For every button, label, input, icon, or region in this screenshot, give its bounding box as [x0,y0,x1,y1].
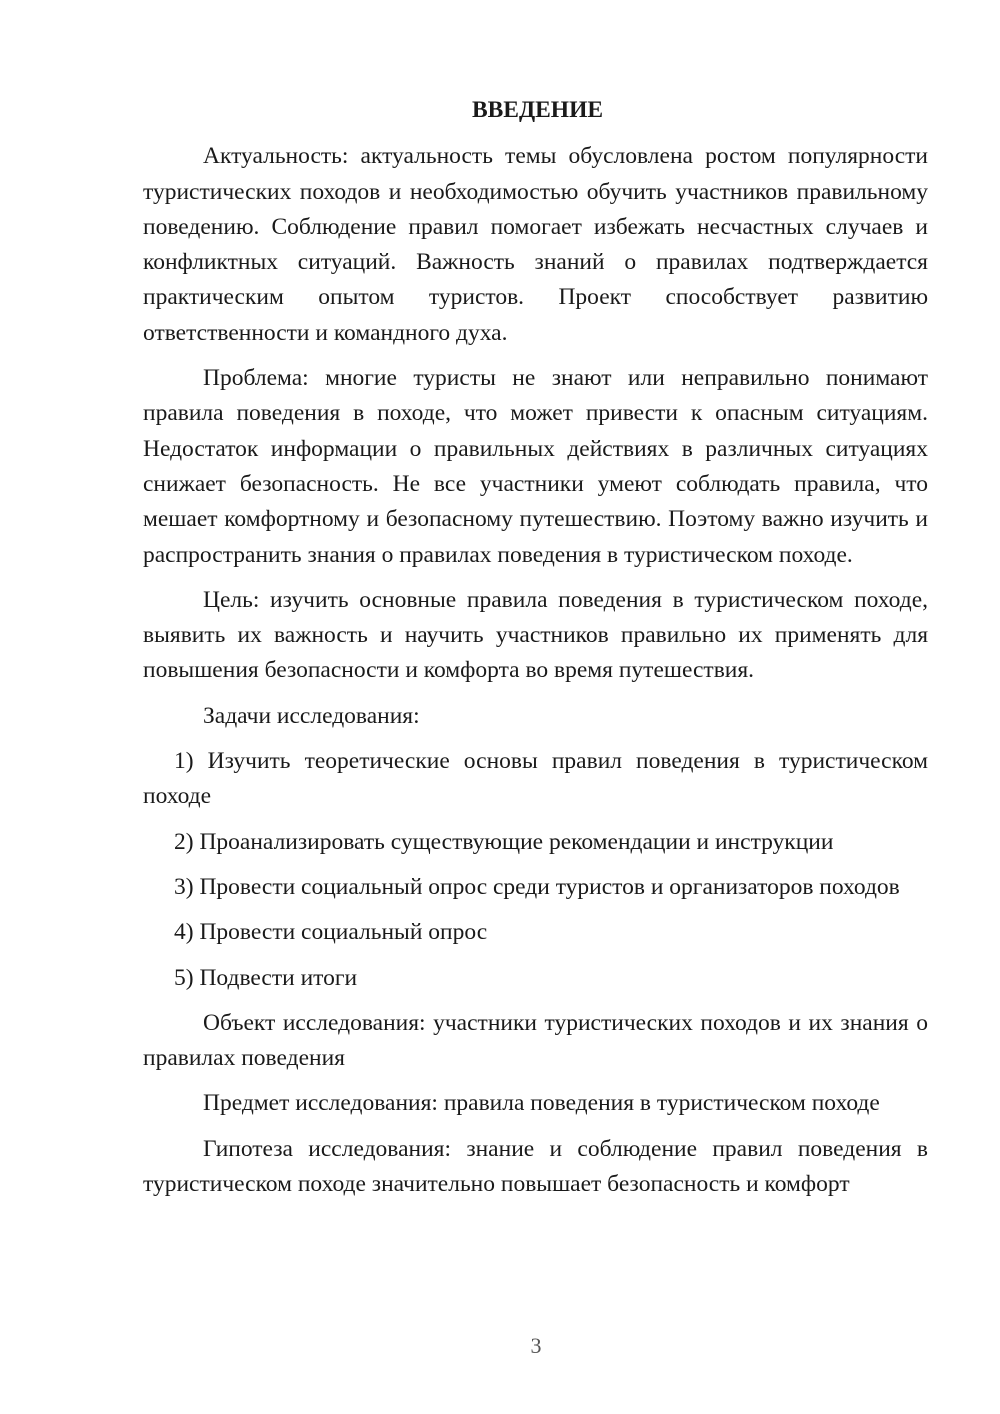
object-paragraph: Объект исследования: участники туристических походов и их знания о правилах поведения [143,1009,928,1072]
hypothesis-paragraph: Гипотеза исследования: знание и соблюдение правил поведения в туристическом походе значительно повышает безопасность и комфорт [143,1135,928,1198]
page-title: ВВЕДЕНИЕ [471,97,604,123]
relevance-paragraph: Актуальность: актуальность темы обусловлена ростом популярности туристических походов и необходимостью обучить участников правильному поведению. Соблюдение правил помогает избежать несчастных случаев и конфликтных ситуаций. Важность знаний о правилах подтверждается практическим опытом туристов. Проект способствует развитию ответственности и командного духа. [143,143,928,346]
subject-paragraph: Предмет исследования: правила поведения в туристическом походе [203,1090,880,1117]
page-number: 3 [530,1333,542,1358]
task-item-4: 4) Провести социальный опрос [174,919,488,946]
task-item-1: 1) Изучить теоретические основы правил поведения в туристическом походе [143,748,928,810]
task-item-5: 5) Подвести итоги [174,964,358,991]
task-item-3: 3) Провести социальный опрос среди туристов и организаторов походов [174,873,900,900]
problem-paragraph: Проблема: многие туристы не знают или неправильно понимают правила поведения в походе, что может привести к опасным ситуациям. Недостаток информации о правильных действиях в различных ситуациях снижает безопасность. Не все участники умеют соблюдать правила, что мешает комфортному и безопасному путешествию. Поэтому важно изучить и распространить знания о правилах поведения в туристическом походе. [143,365,928,568]
task-item-2: 2) Проанализировать существующие рекомендации и инструкции [174,828,834,855]
page-content [143,93,928,1212]
tasks-heading: Задачи исследования: [203,702,420,729]
goal-paragraph: Цель: изучить основные правила поведения в туристическом походе, выявить их важность и научить участников правильно их применять для повышения безопасности и комфорта во время путешествия. [143,586,928,684]
